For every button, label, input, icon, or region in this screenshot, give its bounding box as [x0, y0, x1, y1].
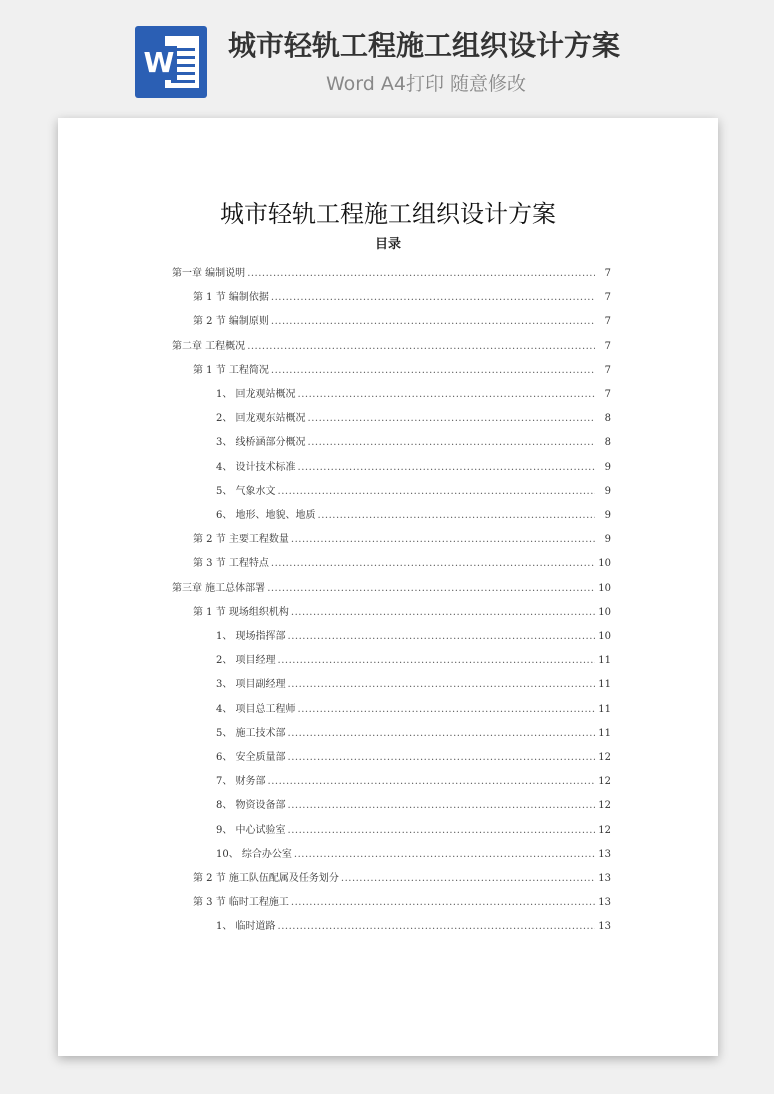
toc-entry-label: 第 2 节 主要工程数量 [193, 534, 289, 545]
toc-dot-leader [341, 871, 595, 887]
word-icon-letter: W [141, 46, 177, 80]
toc-entry[interactable] [216, 726, 611, 742]
toc-entry-label: 第 2 节 施工队伍配属及任务划分 [193, 873, 339, 884]
toc-dot-leader [291, 605, 595, 621]
toc-entry-page-number: 9 [604, 534, 611, 545]
toc-entry-label: 第 1 节 工程简况 [193, 365, 269, 376]
toc-entry[interactable] [172, 339, 611, 355]
toc-entry-label: 6、 安全质量部 [216, 752, 286, 763]
toc-entry[interactable] [216, 823, 611, 839]
toc-entry[interactable] [216, 750, 611, 766]
toc-entry-page-number: 8 [604, 437, 611, 448]
toc-dot-leader [298, 387, 595, 403]
toc-dot-leader [308, 411, 595, 427]
toc-entry-page-number: 13 [598, 849, 611, 860]
toc-entry-page-number: 7 [604, 389, 611, 400]
toc-entry-page-number: 10 [598, 607, 611, 618]
toc-entry-label: 第三章 施工总体部署 [172, 583, 266, 594]
toc-entry[interactable] [172, 266, 611, 282]
toc-dot-leader [271, 363, 595, 379]
toc-entry-label: 第 3 节 临时工程施工 [193, 897, 289, 908]
toc-entry[interactable] [216, 387, 611, 403]
toc-dot-leader [318, 508, 595, 524]
toc-dot-leader [271, 290, 595, 306]
toc-dot-leader [291, 895, 595, 911]
toc-entry[interactable] [193, 871, 611, 887]
toc-dot-leader [298, 460, 595, 476]
toc-entry-label: 2、 项目经理 [216, 655, 276, 666]
toc-dot-leader [267, 581, 595, 597]
toc-entry-label: 第一章 编制说明 [172, 268, 246, 279]
toc-dot-leader [288, 750, 595, 766]
toc-entry-page-number: 7 [604, 268, 611, 279]
toc-dot-leader [271, 314, 595, 330]
toc-entry-page-number: 7 [604, 341, 611, 352]
toc-entry-label: 9、 中心试验室 [216, 825, 286, 836]
banner-subtitle: Word A4打印 随意修改 [326, 73, 527, 95]
toc-entry-page-number: 10 [598, 631, 611, 642]
toc-entry[interactable] [216, 435, 611, 451]
toc-entry-label: 第 1 节 现场组织机构 [193, 607, 289, 618]
toc-entry-page-number: 12 [598, 825, 611, 836]
toc-entry[interactable] [216, 847, 611, 863]
toc-dot-leader [247, 339, 595, 355]
toc-entry-page-number: 7 [604, 292, 611, 303]
toc-entry-page-number: 13 [598, 873, 611, 884]
toc-entry-label: 第 2 节 编制原则 [193, 316, 269, 327]
toc-dot-leader [288, 677, 595, 693]
toc-entry-label: 7、 财务部 [216, 776, 266, 787]
toc-dot-leader [271, 556, 595, 572]
toc-entry-page-number: 10 [598, 583, 611, 594]
toc-entry[interactable] [216, 677, 611, 693]
toc-entry-page-number: 10 [598, 558, 611, 569]
toc-dot-leader [278, 919, 595, 935]
toc-entry-label: 2、 回龙观东站概况 [216, 413, 306, 424]
toc-entry-label: 1、 临时道路 [216, 921, 276, 932]
toc-entry-page-number: 11 [598, 728, 611, 739]
toc-entry-label: 第二章 工程概况 [172, 341, 246, 352]
word-document-icon [135, 26, 207, 98]
toc-entry-label: 6、 地形、地貌、地质 [216, 510, 316, 521]
toc-entry-label: 8、 物资设备部 [216, 800, 286, 811]
toc-entry-label: 10、 综合办公室 [216, 849, 292, 860]
toc-entry-page-number: 11 [598, 679, 611, 690]
toc-entry[interactable] [216, 702, 611, 718]
header-banner [0, 0, 774, 118]
toc-entry[interactable] [193, 556, 611, 572]
toc-dot-leader [278, 484, 595, 500]
word-icon-line [171, 80, 195, 83]
toc-entry-page-number: 11 [598, 655, 611, 666]
toc-entry[interactable] [216, 798, 611, 814]
toc-dot-leader [288, 629, 595, 645]
toc-dot-leader [268, 774, 595, 790]
toc-dot-leader [291, 532, 595, 548]
toc-dot-leader [288, 798, 595, 814]
toc-entry-label: 5、 气象水文 [216, 486, 276, 497]
toc-dot-leader [247, 266, 595, 282]
toc-entry[interactable] [216, 774, 611, 790]
toc-dot-leader [308, 435, 595, 451]
toc-entry[interactable] [193, 363, 611, 379]
toc-entry[interactable] [193, 314, 611, 330]
toc-entry[interactable] [216, 411, 611, 427]
toc-entry-label: 1、 回龙观站概况 [216, 389, 296, 400]
toc-dot-leader [288, 823, 595, 839]
toc-entry-page-number: 9 [604, 510, 611, 521]
toc-entry[interactable] [216, 653, 611, 669]
toc-entry-page-number: 9 [604, 486, 611, 497]
toc-dot-leader [288, 726, 595, 742]
toc-entry-label: 4、 项目总工程师 [216, 704, 296, 715]
toc-dot-leader [298, 702, 595, 718]
toc-entry-page-number: 12 [598, 776, 611, 787]
toc-entry[interactable] [193, 605, 611, 621]
toc-entry-page-number: 13 [598, 921, 611, 932]
toc-entry-label: 第 3 节 工程特点 [193, 558, 269, 569]
toc-entry[interactable] [172, 581, 611, 597]
toc-entry-page-number: 12 [598, 800, 611, 811]
toc-entry-page-number: 12 [598, 752, 611, 763]
toc-entry[interactable] [216, 460, 611, 476]
toc-entry-page-number: 13 [598, 897, 611, 908]
toc-entry[interactable] [216, 629, 611, 645]
toc-entry[interactable] [193, 895, 611, 911]
toc-entry-label: 3、 线桥涵部分概况 [216, 437, 306, 448]
document-title: 城市轻轨工程施工组织设计方案 [220, 200, 556, 228]
toc-entry-page-number: 11 [598, 704, 611, 715]
toc-entry-label: 4、 设计技术标准 [216, 462, 296, 473]
toc-heading: 目录 [374, 237, 401, 252]
toc-dot-leader [278, 653, 595, 669]
toc-entry[interactable] [193, 532, 611, 548]
toc-entry-label: 1、 现场指挥部 [216, 631, 286, 642]
toc-entry-label: 第 1 节 编制依据 [193, 292, 269, 303]
toc-entry-label: 5、 施工技术部 [216, 728, 286, 739]
toc-entry-page-number: 7 [604, 365, 611, 376]
toc-entry-page-number: 9 [604, 462, 611, 473]
toc-dot-leader [294, 847, 595, 863]
toc-entry[interactable] [193, 290, 611, 306]
document-page [58, 118, 718, 1056]
toc-entry[interactable] [216, 919, 611, 935]
toc-entry[interactable] [216, 508, 611, 524]
toc-entry[interactable] [216, 484, 611, 500]
toc-entry-label: 3、 项目副经理 [216, 679, 286, 690]
banner-title: 城市轻轨工程施工组织设计方案 [228, 29, 621, 62]
toc-entry-page-number: 8 [604, 413, 611, 424]
toc-entry-page-number: 7 [604, 316, 611, 327]
